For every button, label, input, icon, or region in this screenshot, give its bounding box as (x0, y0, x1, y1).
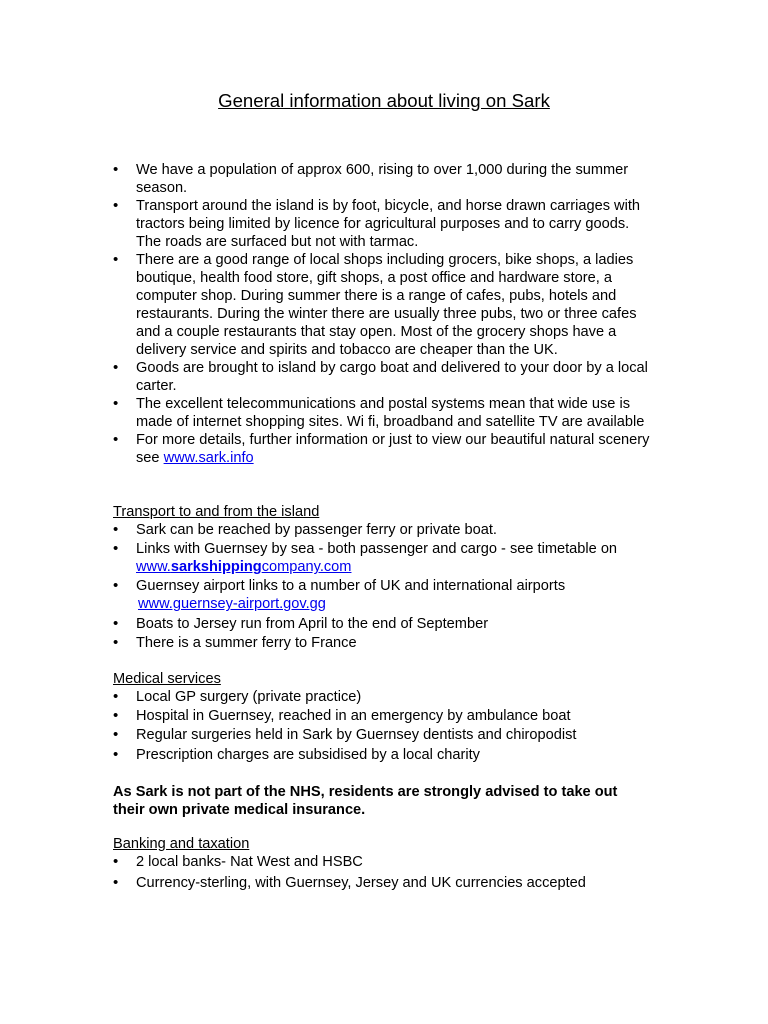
sark-info-link[interactable]: www.sark.info (163, 450, 254, 466)
list-item: • The excellent telecommunications and postal systems mean that wide use is made of internet shopping sites. Wi fi, broadband and satellite TV are available (113, 395, 658, 431)
list-item-sea-links (113, 540, 658, 576)
list-item: • Boats to Jersey run from April to the end of September (113, 615, 658, 633)
airport-text: Guernsey airport links to a number of UK and international airports (136, 578, 566, 595)
medical-heading: Medical services (113, 671, 221, 687)
sarkshipping-link[interactable] (136, 558, 658, 576)
list-item: • Hospital in Guernsey, reached in an emergency by ambulance boat (113, 707, 658, 725)
list-item: • We have a population of approx 600, rising to over 1,000 during the summer season. (113, 161, 658, 197)
transport-list (113, 521, 658, 653)
list-item-airport (113, 577, 658, 613)
list-item: • Transport around the island is by foot, bicycle, and horse drawn carriages with tractors being limited by licence for agricultural purposes and to carry goods. The roads are surfaced but not with tarmac. (113, 197, 658, 251)
medical-list (113, 688, 658, 765)
details-text: For more details, further information or just to view our beautiful natural scenery see (136, 432, 650, 466)
nhs-notice: As Sark is not part of the NHS, residents are strongly advised to take out their own private medical insurance. (113, 784, 618, 818)
page-title: General information about living on Sark (218, 90, 550, 111)
transport-heading: Transport to and from the island (113, 504, 320, 520)
banking-list (113, 853, 658, 894)
intro-list (113, 161, 658, 467)
banking-heading: Banking and taxation (113, 836, 250, 852)
list-item: • Goods are brought to island by cargo boat and delivered to your door by a local carter. (113, 359, 658, 395)
list-item: • Prescription charges are subsidised by a local charity (113, 746, 658, 764)
sarkshipping-link-bold: sarkshipping (170, 559, 262, 576)
list-item: • 2 local banks- Nat West and HSBC (113, 853, 658, 871)
list-item: • There is a summer ferry to France (113, 634, 658, 652)
sarkshipping-link-suffix: company.com (261, 559, 352, 576)
list-item: • Sark can be reached by passenger ferry or private boat. (113, 521, 658, 539)
list-item: • There are a good range of local shops including grocers, bike shops, a ladies boutique, health food store, gift shops, a post office and hardware store, a computer shop. During summer there is a range of cafes, pubs, hotels and restaurants. During the winter there are usually three pubs, two or three cafes and a couple restaurants that stay open. Most of the grocery shops have a delivery service and spirits and tobacco are cheaper than the UK. (113, 251, 658, 359)
list-item: • Local GP surgery (private practice) (113, 688, 658, 706)
list-item: • Regular surgeries held in Sark by Guernsey dentists and chiropodist (113, 726, 658, 744)
list-item: • Currency-sterling, with Guernsey, Jersey and UK currencies accepted (113, 874, 658, 892)
sarkshipping-link-prefix: www. (136, 559, 171, 576)
list-item-details (113, 431, 658, 467)
guernsey-airport-link[interactable]: www.guernsey-airport.gov.gg (138, 596, 326, 613)
sea-links-text: Links with Guernsey by sea - both passenger and cargo - see timetable on (136, 541, 618, 558)
